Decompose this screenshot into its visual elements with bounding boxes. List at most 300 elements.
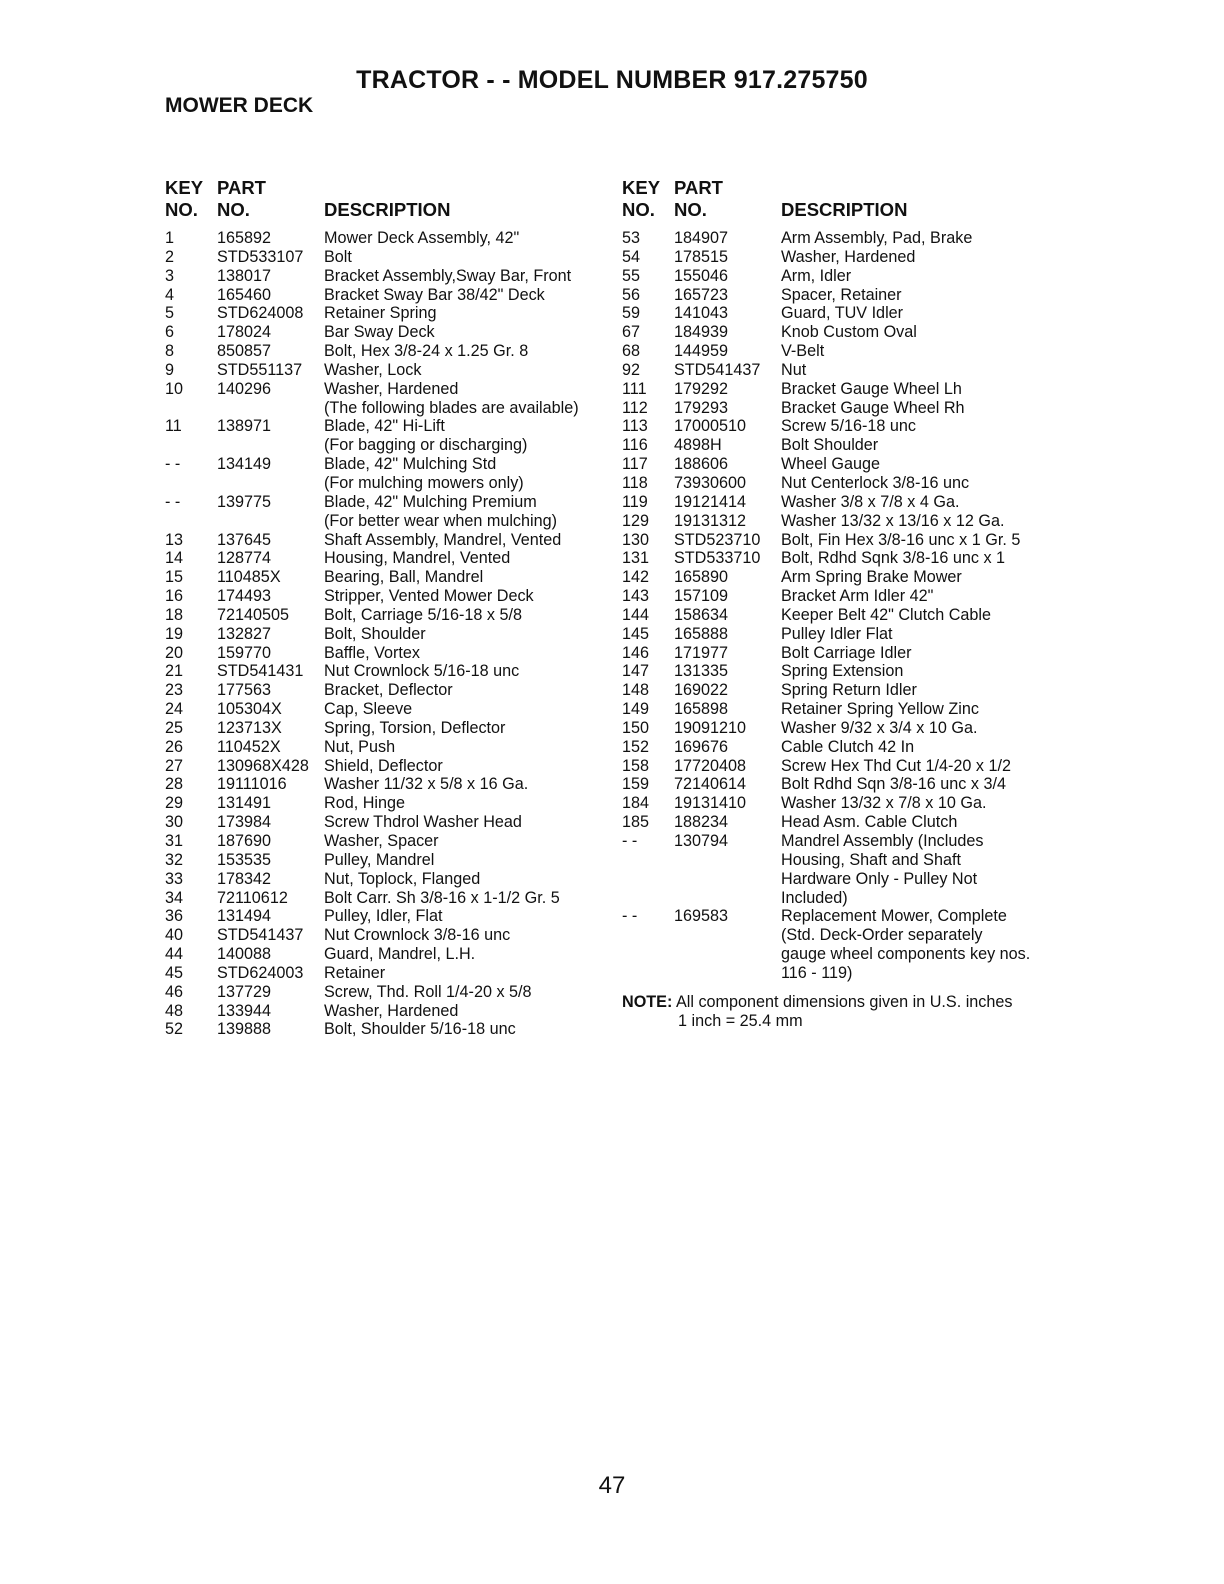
table-row (165, 436, 615, 455)
table-row (165, 625, 615, 644)
key-no: 46 (165, 982, 184, 1001)
table-row (165, 399, 615, 418)
part-no: 110452X (217, 737, 281, 756)
part-no: 165892 (217, 229, 272, 247)
table-row (622, 568, 1062, 587)
part-no: 19131312 (674, 511, 747, 530)
part-no: STD541431 (217, 662, 304, 681)
table-row (622, 851, 1062, 870)
table-row (622, 455, 1062, 474)
key-no: 8 (165, 342, 175, 361)
column-header (622, 177, 1062, 229)
key-no: 28 (165, 775, 184, 794)
part-no: 72110612 (217, 888, 288, 907)
part-no: 19091210 (674, 718, 747, 737)
table-row (165, 719, 615, 738)
key-no: 33 (165, 869, 184, 888)
table-row (622, 907, 1062, 926)
table-row (622, 417, 1062, 436)
key-no: 26 (165, 737, 184, 756)
key-no: 29 (165, 794, 184, 813)
description: Retainer Spring (324, 304, 437, 323)
table-row (165, 681, 615, 700)
description: Blade, 42" Hi-Lift (324, 417, 445, 436)
description: (The following blades are available) (324, 398, 579, 417)
description-header: DESCRIPTION (781, 199, 908, 220)
part-no: 158634 (674, 605, 729, 624)
table-row (165, 455, 615, 474)
key-no: 68 (622, 342, 641, 361)
table-row (622, 474, 1062, 493)
part-no: 179292 (674, 379, 729, 398)
description: Pulley Idler Flat (781, 624, 893, 643)
description: Bolt Carr. Sh 3/8-16 x 1-1/2 Gr. 5 (324, 888, 560, 907)
table-row (165, 342, 615, 361)
key-no: - - (622, 907, 638, 926)
part-no: 141043 (674, 304, 729, 323)
table-row (622, 662, 1062, 681)
parts-list-left (165, 229, 615, 1039)
part-no: 165888 (674, 624, 729, 643)
table-row (622, 757, 1062, 776)
table-row (165, 700, 615, 719)
description: Nut (781, 360, 807, 379)
key-no: 117 (622, 455, 648, 474)
table-row (165, 662, 615, 681)
table-row (165, 323, 615, 342)
part-no: 128774 (217, 549, 272, 568)
description: (For mulching mowers only) (324, 473, 524, 492)
description-header: DESCRIPTION (324, 199, 451, 220)
key-no: 3 (165, 266, 175, 285)
part-no: 131335 (674, 662, 729, 681)
table-row (622, 399, 1062, 418)
description: Blade, 42" Mulching Std (324, 455, 497, 474)
description: Washer, Lock (324, 360, 422, 379)
description: Washer, Hardened (324, 379, 459, 398)
part-no: 139888 (217, 1020, 272, 1039)
description: Nut Crownlock 3/8-16 unc (324, 926, 511, 945)
key-no: - - (622, 832, 638, 850)
key-no: 129 (622, 511, 650, 530)
description: Included) (781, 888, 848, 907)
part-no: 19121414 (674, 492, 747, 511)
description: Head Asm. Cable Clutch (781, 813, 958, 832)
description: Bolt, Carriage 5/16-18 x 5/8 (324, 605, 522, 624)
part-no: 179293 (674, 398, 729, 417)
table-row (165, 945, 615, 964)
part-no: 155046 (674, 266, 729, 285)
description: Bracket Gauge Wheel Lh (781, 379, 962, 398)
table-row (622, 926, 1062, 945)
description: Bolt, Hex 3/8-24 x 1.25 Gr. 8 (324, 342, 529, 361)
part-no: 188234 (674, 813, 729, 832)
description: Bolt Rdhd Sqn 3/8-16 unc x 3/4 (781, 775, 1006, 794)
description: Stripper, Vented Mower Deck (324, 587, 534, 606)
table-row (622, 964, 1062, 983)
part-no: 130968X428 (217, 756, 309, 775)
description: Washer, Hardened (781, 247, 916, 266)
table-row (165, 568, 615, 587)
description: Washer 13/32 x 13/16 x 12 Ga. (781, 511, 1005, 530)
table-row (622, 512, 1062, 531)
description: (Std. Deck-Order separately (781, 926, 983, 945)
description: Cap, Sleeve (324, 700, 413, 719)
description: Arm Assembly, Pad, Brake (781, 229, 973, 247)
part-no: 177563 (217, 681, 272, 700)
description: Bracket Arm Idler 42" (781, 587, 934, 606)
part-no: 17000510 (674, 417, 747, 436)
table-row (165, 775, 615, 794)
description: Washer 13/32 x 7/8 x 10 Ga. (781, 794, 987, 813)
key-no: 111 (622, 379, 647, 398)
key-no: 130 (622, 530, 650, 549)
key-no: 159 (622, 775, 650, 794)
description: Bolt, Shoulder (324, 624, 426, 643)
description: Knob Custom Oval (781, 323, 917, 342)
table-row (622, 606, 1062, 625)
table-row (165, 512, 615, 531)
key-no: 59 (622, 304, 641, 323)
key-no: 45 (165, 963, 184, 982)
table-row (165, 926, 615, 945)
description: Replacement Mower, Complete (781, 907, 1007, 926)
part-no: 184907 (674, 229, 729, 247)
part-no: 188606 (674, 455, 729, 474)
key-header-line2: NO. (622, 199, 655, 220)
parts-column-right (622, 177, 1062, 1031)
description: Screw Thdrol Washer Head (324, 813, 522, 832)
part-no: 169676 (674, 737, 729, 756)
key-no: 2 (165, 247, 175, 266)
description: Nut Centerlock 3/8-16 unc (781, 473, 970, 492)
key-no: - - (165, 492, 181, 511)
table-row (165, 870, 615, 889)
table-row (165, 1020, 615, 1039)
table-row (622, 775, 1062, 794)
table-row (165, 304, 615, 323)
table-row (165, 907, 615, 926)
table-row (622, 229, 1062, 248)
key-no: 148 (622, 681, 650, 700)
description: Arm, Idler (781, 266, 852, 285)
part-no: 72140614 (674, 775, 747, 794)
table-row (165, 983, 615, 1002)
key-no: 144 (622, 605, 650, 624)
key-no: 53 (622, 229, 641, 247)
part-no: 17720408 (674, 756, 747, 775)
table-row (622, 248, 1062, 267)
table-row (622, 719, 1062, 738)
part-no: STD523710 (674, 530, 761, 549)
table-row (165, 531, 615, 550)
key-no: 16 (165, 587, 184, 606)
page-number: 47 (598, 1472, 626, 1499)
key-no: 30 (165, 813, 184, 832)
description: Pulley, Mandrel (324, 850, 435, 869)
part-no: STD541437 (217, 926, 304, 945)
part-no: 4898H (674, 436, 722, 455)
part-no: 138017 (217, 266, 272, 285)
part-no: 19111016 (217, 775, 287, 794)
part-no: 123713X (217, 718, 282, 737)
key-no: 6 (165, 323, 175, 342)
part-no: STD533107 (217, 247, 304, 266)
part-no: 131491 (217, 794, 272, 813)
note-label: NOTE: (622, 992, 673, 1011)
table-row (165, 1002, 615, 1021)
description: Screw 5/16-18 unc (781, 417, 916, 436)
parts-list-right (622, 229, 1062, 983)
key-no: 119 (622, 492, 648, 511)
description: Blade, 42" Mulching Premium (324, 492, 537, 511)
part-no: 72140505 (217, 605, 290, 624)
part-no: 165890 (674, 568, 729, 587)
table-row (622, 361, 1062, 380)
table-row (165, 757, 615, 776)
table-row (165, 606, 615, 625)
key-no: 14 (165, 549, 184, 568)
part-no: 105304X (217, 700, 282, 719)
key-no: 116 (622, 436, 648, 455)
description: Bolt, Fin Hex 3/8-16 unc x 1 Gr. 5 (781, 530, 1021, 549)
table-row (622, 323, 1062, 342)
description: Housing, Shaft and Shaft (781, 850, 961, 869)
key-no: 145 (622, 624, 650, 643)
part-no: 137729 (217, 982, 272, 1001)
description: Guard, TUV Idler (781, 304, 904, 323)
key-no: 1 (165, 229, 175, 247)
table-row (165, 644, 615, 663)
table-row (165, 794, 615, 813)
key-no: 25 (165, 718, 184, 737)
table-row (165, 417, 615, 436)
key-no: 56 (622, 285, 641, 304)
table-row (622, 587, 1062, 606)
part-no: STD624008 (217, 304, 304, 323)
description: Bolt Shoulder (781, 436, 879, 455)
table-row (165, 964, 615, 983)
key-no: 55 (622, 266, 641, 285)
description: Nut Crownlock 5/16-18 unc (324, 662, 520, 681)
part-no: 165898 (674, 700, 729, 719)
key-no: 142 (622, 568, 650, 587)
table-row (622, 267, 1062, 286)
description: Bolt, Shoulder 5/16-18 unc (324, 1020, 516, 1039)
part-no: 184939 (674, 323, 729, 342)
table-row (622, 493, 1062, 512)
table-row (622, 738, 1062, 757)
description: Bracket Sway Bar 38/42" Deck (324, 285, 545, 304)
key-no: 32 (165, 850, 184, 869)
table-row (165, 267, 615, 286)
key-no: 48 (165, 1001, 184, 1020)
key-header-line1: KEY (622, 177, 661, 198)
table-row (165, 229, 615, 248)
description: Cable Clutch 42 In (781, 737, 915, 756)
key-no: 10 (165, 379, 184, 398)
page-title: TRACTOR - - MODEL NUMBER 917.275750 (356, 66, 868, 94)
table-row (622, 813, 1062, 832)
description: Rod, Hinge (324, 794, 405, 813)
parts-column-left (165, 177, 615, 1039)
part-no: 133944 (217, 1001, 272, 1020)
description: Spacer, Retainer (781, 285, 902, 304)
table-row (165, 474, 615, 493)
key-no: 113 (622, 417, 648, 436)
table-row (165, 587, 615, 606)
table-row (165, 380, 615, 399)
part-no: 165460 (217, 285, 272, 304)
part-no: 139775 (217, 492, 272, 511)
description: Keeper Belt 42" Clutch Cable (781, 605, 992, 624)
table-row (165, 361, 615, 380)
table-row (165, 286, 615, 305)
key-no: 112 (622, 398, 648, 417)
key-no: 92 (622, 360, 641, 379)
description: Shield, Deflector (324, 756, 443, 775)
description: Wheel Gauge (781, 455, 880, 474)
description: 116 - 119) (781, 963, 853, 982)
description: Bolt Carriage Idler (781, 643, 912, 662)
key-no: 44 (165, 945, 184, 964)
part-no: 157109 (674, 587, 729, 606)
key-no: 21 (165, 662, 184, 681)
description: Screw, Thd. Roll 1/4-20 x 5/8 (324, 982, 532, 1001)
dimension-note (622, 993, 1062, 1031)
part-no: STD551137 (217, 360, 303, 379)
table-row (622, 531, 1062, 550)
column-header (165, 177, 615, 229)
part-no: 110485X (217, 568, 281, 587)
note-text: All component dimensions given in U.S. inches (675, 992, 1013, 1011)
key-no: 15 (165, 568, 184, 587)
key-no: - - (165, 455, 181, 474)
part-no: 159770 (217, 643, 272, 662)
table-row (165, 851, 615, 870)
description: Nut, Push (324, 737, 396, 756)
part-no: 178024 (217, 323, 272, 342)
description: Guard, Mandrel, L.H. (324, 945, 476, 964)
key-no: 185 (622, 813, 650, 832)
part-no: 169022 (674, 681, 729, 700)
key-no: 18 (165, 605, 184, 624)
key-no: 13 (165, 530, 184, 549)
key-no: 24 (165, 700, 184, 719)
key-no: 9 (165, 360, 175, 379)
part-no: 165723 (674, 285, 729, 304)
part-no: STD624003 (217, 963, 304, 982)
table-row (165, 813, 615, 832)
part-header-line1: PART (674, 177, 723, 198)
table-row (622, 889, 1062, 908)
key-no: 150 (622, 718, 650, 737)
key-no: 143 (622, 587, 650, 606)
table-row (165, 889, 615, 908)
part-no: 144959 (674, 342, 729, 361)
part-no: 174493 (217, 587, 272, 606)
key-header-line2: NO. (165, 199, 198, 220)
key-no: 147 (622, 662, 650, 681)
key-no: 67 (622, 323, 641, 342)
table-row (622, 681, 1062, 700)
description: Bolt (324, 247, 352, 266)
description: Washer 11/32 x 5/8 x 16 Ga. (324, 775, 529, 794)
description: Washer 9/32 x 3/4 x 10 Ga. (781, 718, 978, 737)
description: Spring, Torsion, Deflector (324, 718, 506, 737)
description: Washer 3/8 x 7/8 x 4 Ga. (781, 492, 960, 511)
description: Spring Return Idler (781, 681, 917, 700)
description: Hardware Only - Pulley Not (781, 869, 978, 888)
part-no: 153535 (217, 850, 272, 869)
key-no: 23 (165, 681, 184, 700)
key-no: 4 (165, 285, 175, 304)
key-no: 54 (622, 247, 641, 266)
section-title: MOWER DECK (165, 94, 314, 117)
part-no: 138971 (217, 417, 272, 436)
description: Baffle, Vortex (324, 643, 420, 662)
part-no: STD533710 (674, 549, 761, 568)
table-row (622, 700, 1062, 719)
description: Retainer (324, 963, 386, 982)
description: Bolt, Rdhd Sqnk 3/8-16 unc x 1 (781, 549, 1006, 568)
table-row (622, 945, 1062, 964)
part-no: 132827 (217, 624, 272, 643)
description: Bracket, Deflector (324, 681, 453, 700)
table-row (165, 738, 615, 757)
description: Bracket Assembly,Sway Bar, Front (324, 266, 572, 285)
description: (For bagging or discharging) (324, 436, 528, 455)
key-no: 152 (622, 737, 650, 756)
part-no: 130794 (674, 832, 729, 850)
description: Nut, Toplock, Flanged (324, 869, 481, 888)
part-no: 187690 (217, 832, 272, 850)
part-no: 140296 (217, 379, 272, 398)
description: Bearing, Ball, Mandrel (324, 568, 484, 587)
part-no: 178515 (674, 247, 729, 266)
key-no: 158 (622, 756, 650, 775)
table-row (622, 794, 1062, 813)
table-row (165, 549, 615, 568)
description: Spring Extension (781, 662, 904, 681)
description: Washer, Spacer (324, 832, 439, 850)
table-row (622, 380, 1062, 399)
key-no: 20 (165, 643, 184, 662)
key-no: 36 (165, 907, 184, 926)
table-row (622, 549, 1062, 568)
table-row (622, 625, 1062, 644)
key-no: 19 (165, 624, 184, 643)
part-no: 140088 (217, 945, 272, 964)
part-header-line2: NO. (674, 199, 707, 220)
key-no: 52 (165, 1020, 184, 1039)
part-no: 73930600 (674, 473, 747, 492)
table-row (622, 870, 1062, 889)
key-no: 27 (165, 756, 184, 775)
table-row (622, 304, 1062, 323)
part-no: 134149 (217, 455, 272, 474)
part-no: 850857 (217, 342, 272, 361)
description: Mandrel Assembly (Includes (781, 832, 984, 850)
description: Pulley, Idler, Flat (324, 907, 443, 926)
table-row (165, 832, 615, 851)
description: Mower Deck Assembly, 42" (324, 229, 520, 247)
key-no: 31 (165, 832, 184, 850)
key-no: 34 (165, 888, 184, 907)
part-no: 137645 (217, 530, 272, 549)
part-no: 171977 (674, 643, 729, 662)
table-row (622, 644, 1062, 663)
